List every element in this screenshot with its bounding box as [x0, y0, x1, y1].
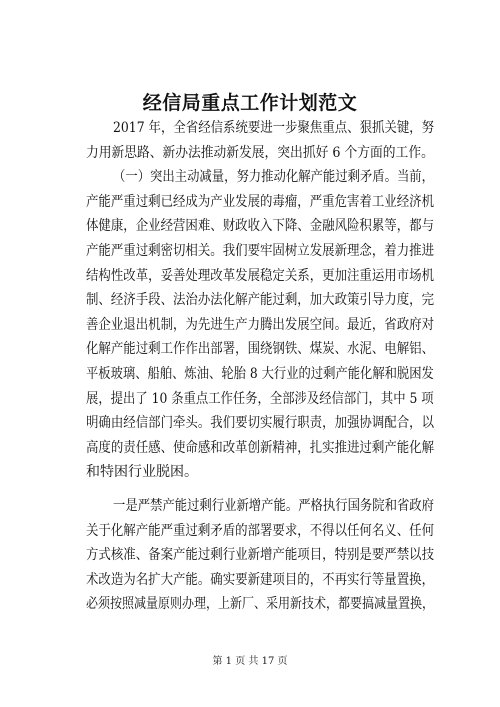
body-line: 高度的责任感、使命感和改革创新精神，扎实推进过剩产能化解	[86, 439, 434, 456]
body-line: 术改造为名扩大产能。确实要新建项目的，不再实行等量置换，	[86, 571, 434, 588]
body-line: 关于化解产能严重过剩矛盾的部署要求，不得以任何名义、任何	[86, 522, 434, 539]
body-line: 展，提出了 10 条重点工作任务，全部涉及经信部门，其中 5 项	[86, 390, 434, 407]
body-line: 体健康，企业经营困难、财政收入下降、金融风险积累等，都与	[86, 218, 434, 235]
body-line: 善企业退出机制，为先进生产力腾出发展空间。最近，省政府对	[86, 316, 434, 333]
document-title: 经信局重点工作计划范文	[142, 92, 358, 114]
body-line: 必须按照减量原则办理，上新厂、采用新技术，都要搞减量置换，	[86, 596, 434, 613]
body-line: 明确由经信部门牵头。我们要切实履行职责，加强协调配合，以	[86, 415, 434, 432]
page-number-footer: 第 1 页 共 17 页	[212, 656, 288, 667]
body-line: 产能严重过剩已经成为产业发展的毒瘤，严重危害着工业经济机	[86, 193, 434, 210]
body-line: 化解产能过剩工作作出部署，围绕钢铁、煤炭、水泥、电解铝、	[86, 341, 434, 358]
body-line: 产能严重过剩密切相关。我们要牢固树立发展新理念，着力推进	[86, 243, 434, 259]
body-line: 2017 年，全省经信系统要进一步聚焦重点、狠抓关键，努	[113, 120, 435, 136]
body-line: 制、经济手段、法治办法化解产能过剩，加大政策引导力度，完	[86, 292, 434, 309]
body-line: （一）突出主动减量，努力推动化解产能过剩矛盾。当前，	[113, 169, 434, 186]
body-line: 力用新思路、新办法推动新发展，突出抓好 6 个方面的工作。	[86, 144, 434, 161]
body-line: 和特困行业脱困。	[86, 464, 198, 481]
body-line: 平板玻璃、船舶、炼油、轮胎 8 大行业的过剩产能化解和脱困发	[86, 366, 434, 382]
body-line: 结构性改革，妥善处理改革发展稳定关系，更加注重运用市场机	[86, 267, 434, 284]
body-line: 一是严禁产能过剩行业新增产能。严格执行国务院和省政府	[113, 498, 434, 514]
body-line: 方式核准、备案产能过剩行业新增产能项目，特别是要严禁以技	[86, 547, 434, 564]
